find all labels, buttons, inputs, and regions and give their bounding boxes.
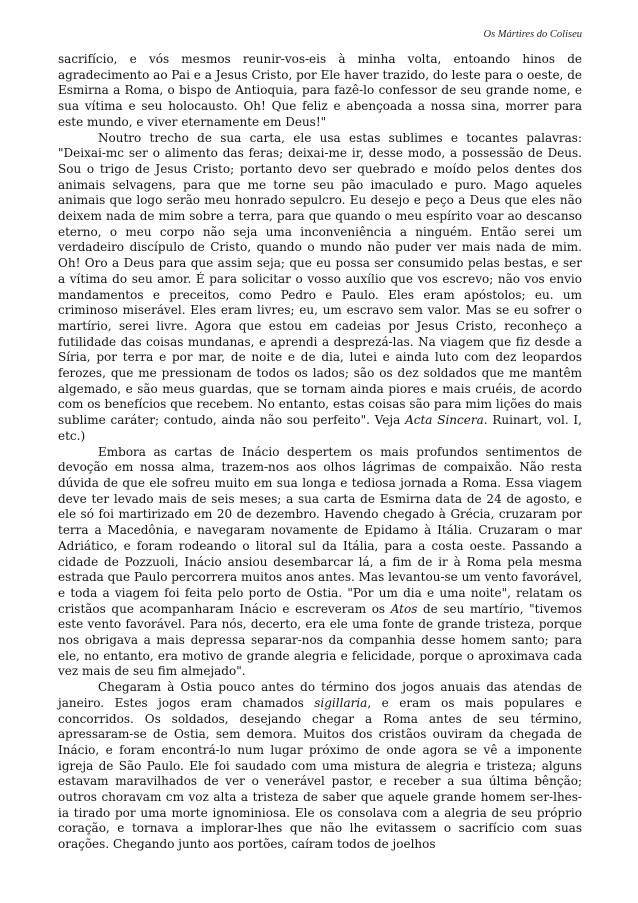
text-run: de seu martírio, "tivemos este vento favorável. Para nós, decerto, era ele uma fonte de grande tristeza, porque nos obrigava a mais depressa separar-nos da companhia desse homem santo; para ele, no entanto, era motivo de grande alegria e felicidade, porque o aproximava cada vez mais de seu fim almejado". [58,601,582,679]
italic-text: Atos [390,601,418,616]
text-run: sacrifício, e vós mesmos reunir-vos-eis à minha volta, entoando hinos de agradecimento ao Pai e a Jesus Cristo, por Ele haver trazido, do leste para o oeste, de Esmirna a Roma, o bispo de Antioquia, para fazê-lo confessor de seu grande nome, e sua vítima e seu holocausto. Oh! Que feliz e abençoada a nossa sina, morrer para este mundo, e viver eternamente em Deus!" [58,52,582,129]
paragraph [58,131,582,445]
text-run: Noutro trecho de sua carta, ele usa estas sublimes e tocantes palavras: "Deixai-mc ser o alimento das feras; deixai-me ir, desse modo, a possessão de Deus. Sou o trigo de Jesus Cristo; portanto devo ser quebrado e moído pelos dentes dos animais selvagens, para que me torne seu pão imaculado e puro. Mago aqueles animais que logo serão meu honrado sepulcro. Eu desejo e peço a Deus que eles não deixem nada de mim sobre a terra, para que quando o meu espírito voar ao descanso eterno, o meu corpo não seja uma inconveniência a ninguém. Então serei um verdadeiro discípulo de Cristo, quando o mundo não puder ver mais nada de mim. Oh! Oro a Deus para que assim seja; que eu possa ser consumido pelas bestas, e ser a vítima do seu amor. É para solicitar o vosso auxílio que vos escrevo; não vos envio mandamentos e preceitos, como Pedro e Paulo. Eles eram apóstolos; eu. um criminoso miserável. Eles eram livres; eu, um escravo sem valor. Mas se eu sofrer o martírio, serei livre. Agora que estou em cadeias por Jesus Cristo, reconheço a futilidade das coisas mundanas, e aprendi a desprezá-las. Na viagem que fiz desde a Síria, por terra e por mar, de noite e de dia, lutei e ainda luto com dez leopardos ferozes, que me pressionam de todos os lados; são os dez soldados que me mantêm algemado, e são meus guardas, que se tornam ainda piores e mais cruéis, de acordo com os benefícios que recebem. No entanto, estas coisas são para mim lições do mais sublime caráter; contudo, ainda não sou perfeito". Veja [58,130,582,428]
italic-text: Acta Sincera [405,413,484,428]
text-run: , e eram os mais populares e concorridos. Os soldados, desejando chegar a Roma antes de seu término, apressaram-se de Ostia, sem demora. Muitos dos cristãos ouviram da chegada de Inácio, e foram encontrá-lo num lugar próximo de onde agora se vê a imponente igreja de São Paulo. Ele foi saudado com uma mistura de alegria e tristeza; alguns estavam maravilhados de ver o venerável pastor, e receber a sua última bênção; outros choravam cm voz alta a tristeza de saber que aquele grande homem ser-lhes-ia tirado por uma morte ignominiosa. Ele os consolava com a alegria de seu próprio coração, e tornava a implorar-lhes que não lhe evitassem o sacrifício com suas orações. Chegando junto aos portões, caíram todos de joelhos [58,695,582,852]
text-run: . Ruinart, vol. I, etc.) [58,413,582,443]
italic-text: sigillaria [314,695,368,710]
running-header: Os Mártires do Coliseu [483,29,582,40]
body-text [58,52,582,853]
text-run: Embora as cartas de Inácio despertem os mais profundos sentimentos de devoção em nossa alma, trazem-nos aos olhos lágrimas de compaixão. Não resta dúvida de que ele sofreu muito em sua longa e tediosa jornada a Roma. Essa viagem deve ter levado mais de seis meses; a sua carta de Esmirna data de 24 de agosto, e ele só foi martirizado em 20 de dezembro. Havendo chegado à Grécia, cruzaram por terra a Macedônia, e navegaram novamente de Epidamo à Itália. Cruzaram o mar Adriático, e foram rodeando o litoral sul da Itália, para a costa oeste. Passando a cidade de Pozzuoli, Inácio ansiou desembarcar lá, a fim de ir à Roma pela mesma estrada que Paulo percorrera muitos anos antes. Mas levantou-se um vento favorável, e toda a viagem foi feita pelo porto de Ostia. "Por um dia e uma noite", relatam os cristãos que acompanharam Inácio e escreveram os [58,444,582,616]
paragraph [58,445,582,681]
paragraph [58,680,582,853]
paragraph [58,52,582,131]
text-run: Chegaram à Ostia pouco antes do término dos jogos anuais das atendas de janeiro. Estes jogos eram chamados [58,680,582,710]
